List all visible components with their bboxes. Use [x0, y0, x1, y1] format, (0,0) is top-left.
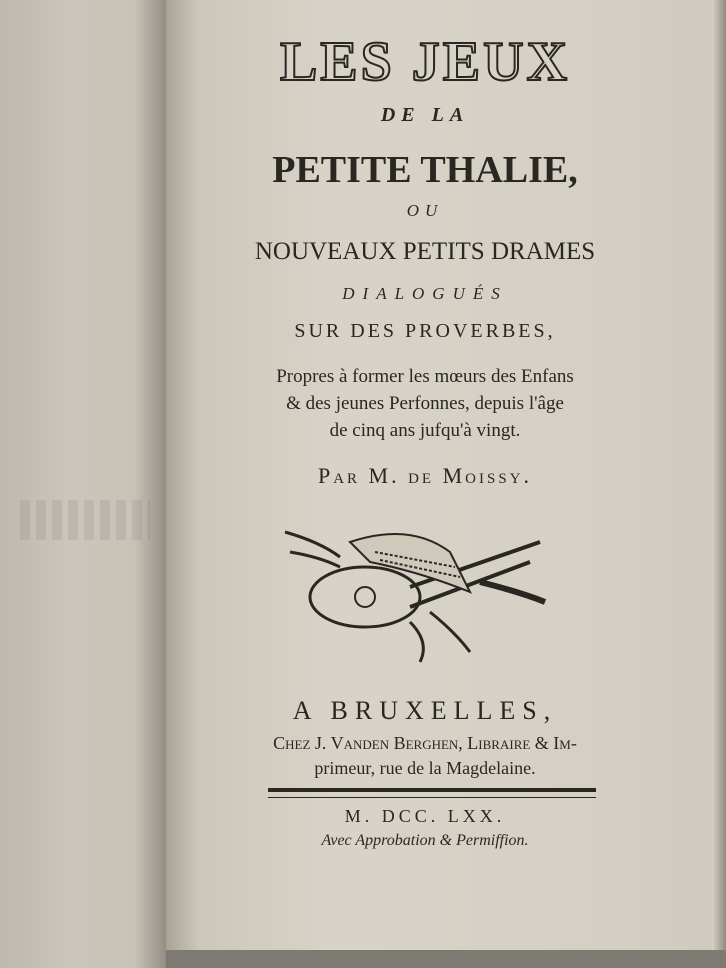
proverbes-line: SUR DES PROVERBES, [294, 320, 556, 342]
ou: OU [406, 201, 444, 220]
purpose-line-2: & des jeunes Perfonnes, depuis l'âge [286, 393, 564, 414]
subtitle: PETITE THALIE, [272, 149, 578, 191]
year: M. DCC. LXX. [344, 806, 506, 826]
place: A BRUXELLES, [292, 696, 558, 725]
dialogues-line: DIALOGUÉS [342, 284, 508, 303]
vignette-lute-ornament [280, 512, 575, 682]
author: Par M. de Moissy. [317, 463, 533, 488]
drames-line: NOUVEAUX PETITS DRAMES [254, 238, 596, 265]
de-la: DE LA [380, 104, 470, 126]
bleed-through-text [20, 500, 150, 540]
purpose-line-1: Propres à former les mœurs des Enfans [276, 366, 574, 387]
background-surface [166, 950, 726, 968]
divider-rule [268, 788, 596, 798]
book-title: LES JEUX [279, 31, 571, 93]
approval: Avec Approbation & Permiffion. [321, 832, 529, 849]
left-page [0, 0, 168, 968]
publisher-line-2: primeur, rue de la Magdelaine. [314, 758, 536, 778]
purpose-line-3: de cinq ans jufqu'à vingt. [329, 420, 521, 441]
publisher-line-1: Chez J. Vanden Berghen, Libraire & Im- [273, 733, 577, 753]
page-edge [712, 0, 726, 968]
